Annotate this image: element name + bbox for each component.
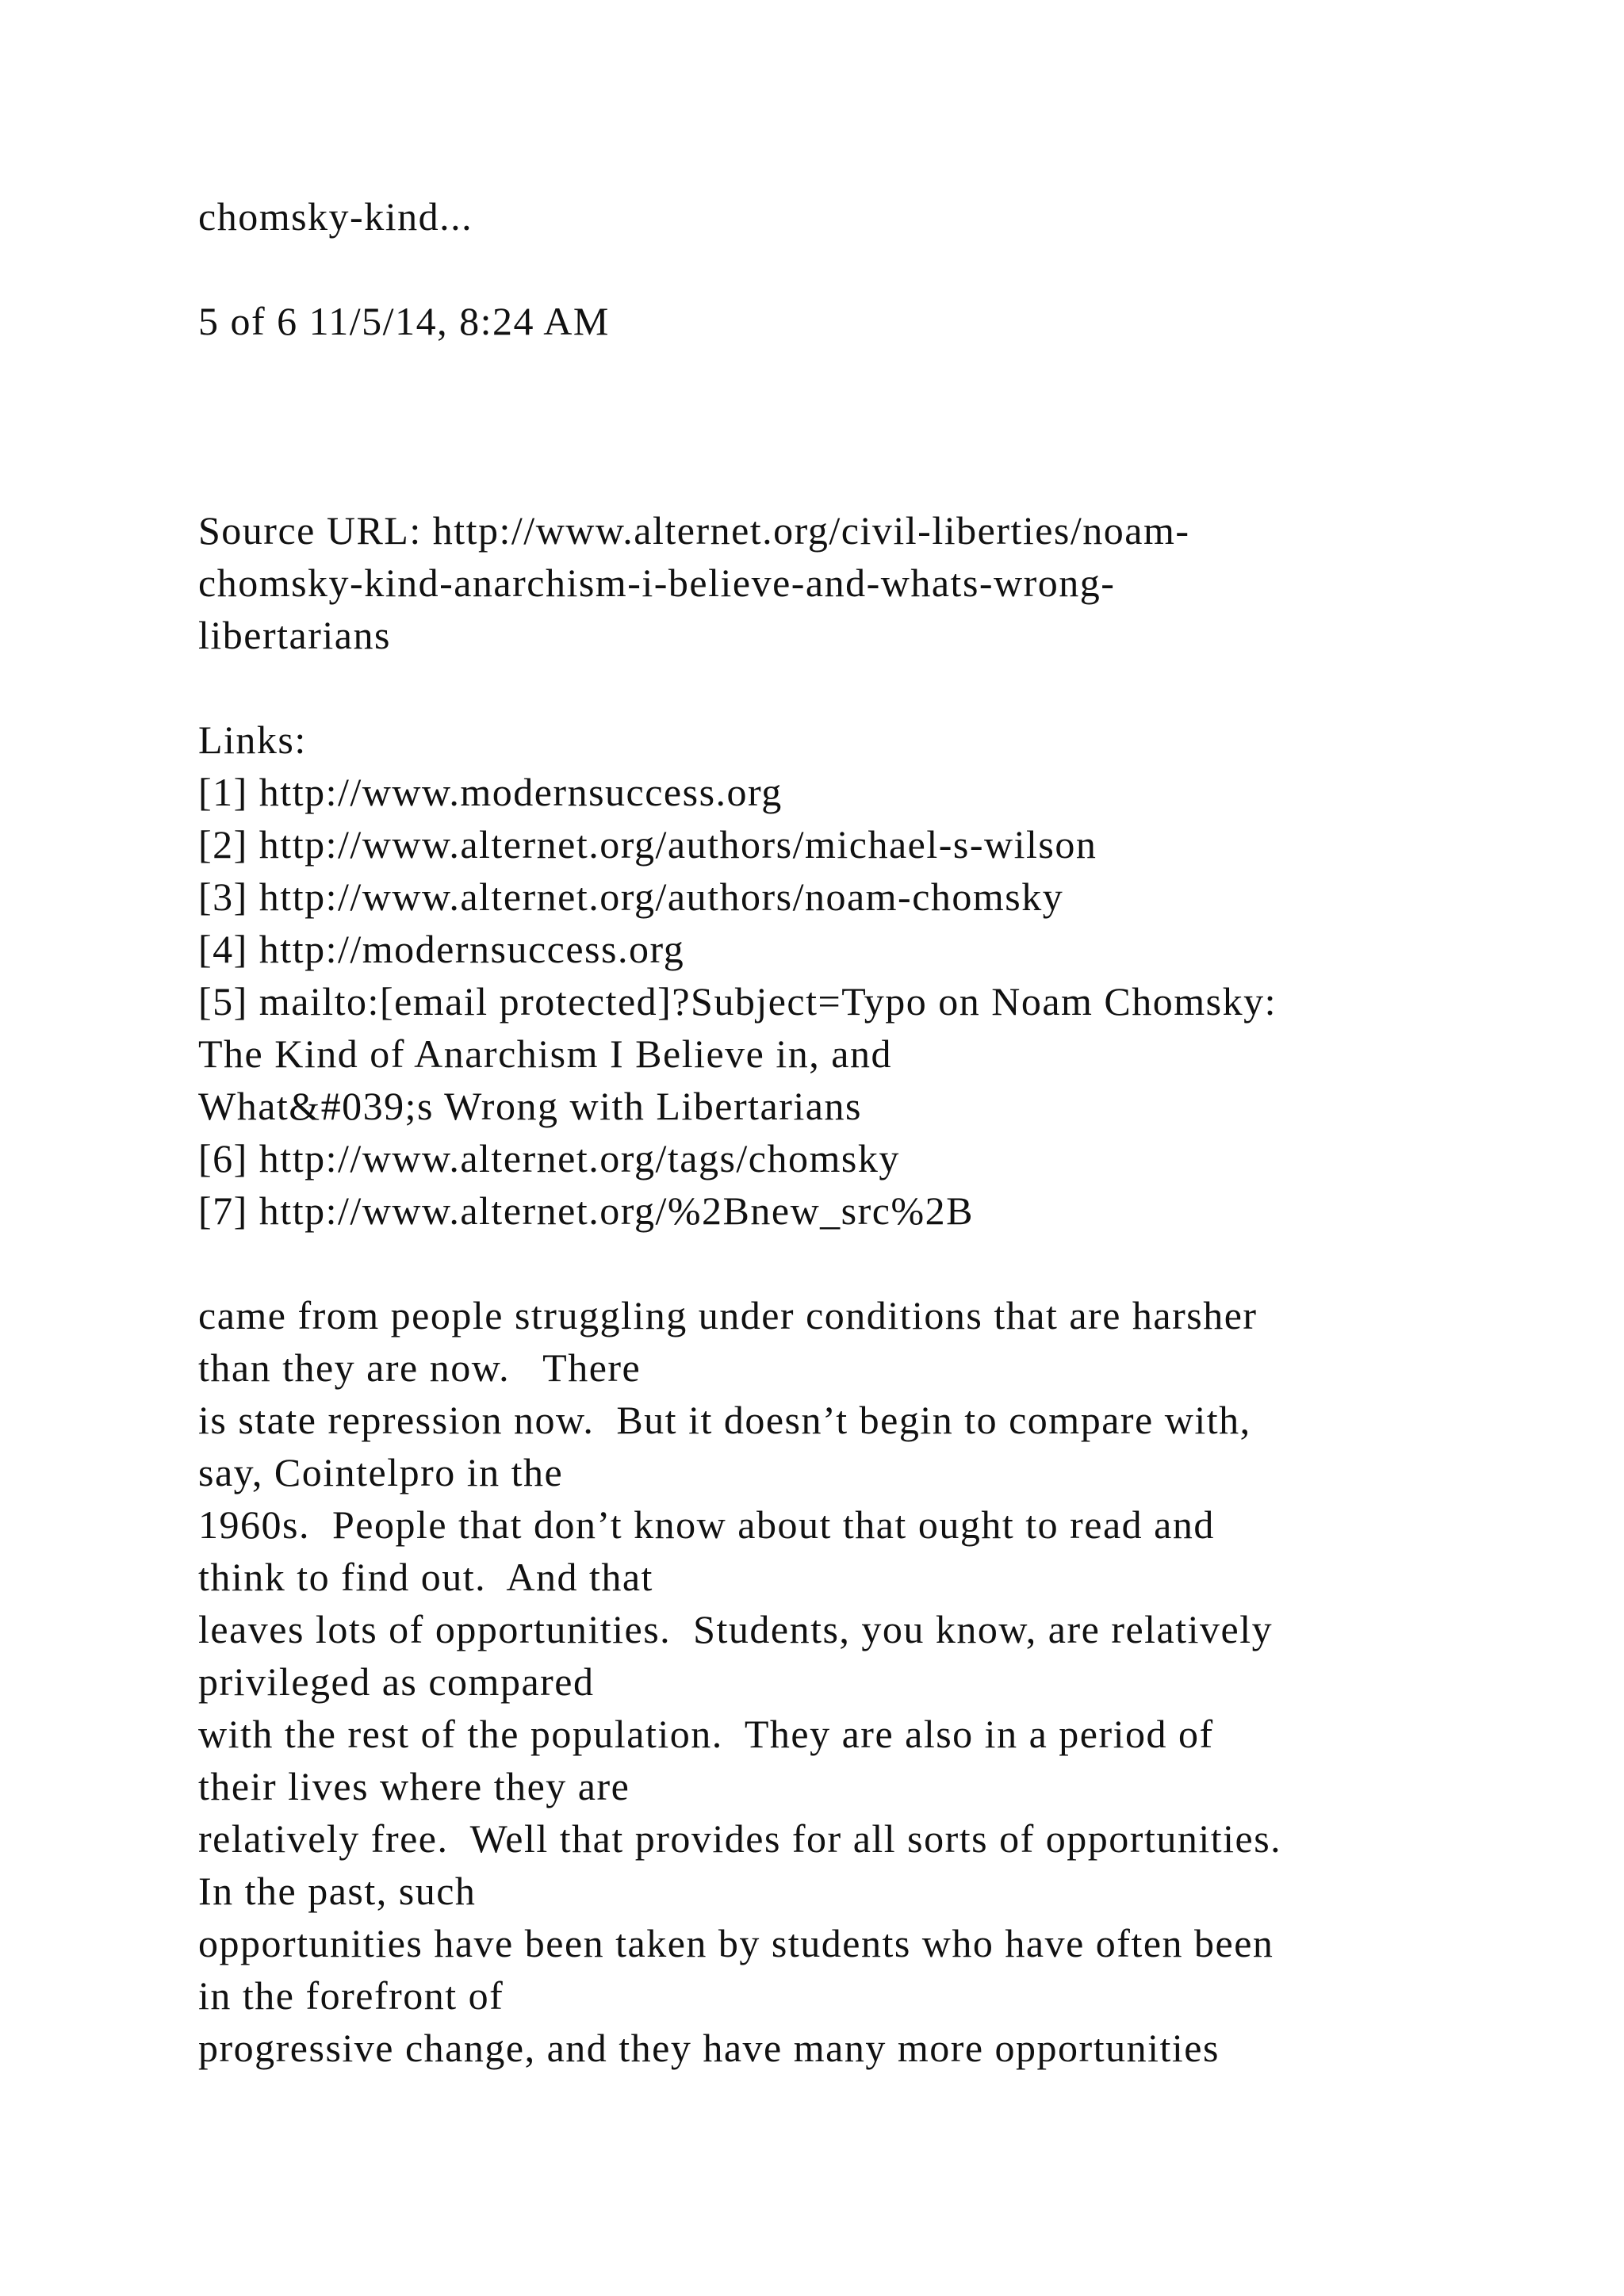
- source-url-line: Source URL: http://www.alternet.org/civil-liberties/noam-: [198, 508, 1190, 553]
- link-line: [5] mailto:[email protected]?Subject=Typo on Noam Chomsky:: [198, 979, 1277, 1024]
- body-line: privileged as compared: [198, 1659, 595, 1704]
- link-line: [7] http://www.alternet.org/%2Bnew_src%2B: [198, 1188, 974, 1233]
- body-line: progressive change, and they have many more opportunities: [198, 2026, 1220, 2070]
- source-url-block: [198, 504, 1546, 661]
- spacer: [198, 243, 1546, 295]
- link-line: [6] http://www.alternet.org/tags/chomsky: [198, 1136, 900, 1181]
- body-line: is state repression now. But it doesn’t begin to compare with,: [198, 1398, 1251, 1442]
- links-block: [198, 714, 1546, 1237]
- source-url-line: chomsky-kind-anarchism-i-believe-and-whats-wrong-: [198, 561, 1116, 605]
- link-line: [3] http://www.alternet.org/authors/noam-chomsky: [198, 874, 1064, 919]
- links-heading: Links:: [198, 718, 307, 762]
- link-line: [4] http://modernsuccess.org: [198, 927, 685, 971]
- body-line: came from people struggling under conditions that are harsher: [198, 1293, 1258, 1337]
- body-line: their lives where they are: [198, 1764, 630, 1808]
- page-info: 5 of 6 11/5/14, 8:24 AM: [198, 299, 610, 343]
- body-line: In the past, such: [198, 1869, 477, 1913]
- document-page: [198, 190, 1546, 2074]
- spacer: [198, 661, 1546, 714]
- body-line: leaves lots of opportunities. Students, you know, are relatively: [198, 1607, 1274, 1651]
- link-line: The Kind of Anarchism I Believe in, and: [198, 1031, 892, 1076]
- body-text-block: [198, 1289, 1546, 2074]
- title-fragment: chomsky-kind...: [198, 194, 473, 239]
- source-url-line: libertarians: [198, 613, 391, 657]
- body-line: think to find out. And that: [198, 1555, 653, 1599]
- body-line: than they are now. There: [198, 1345, 642, 1390]
- body-line: with the rest of the population. They are also in a period of: [198, 1712, 1214, 1756]
- spacer: [198, 347, 1546, 504]
- body-line: relatively free. Well that provides for all sorts of opportunities.: [198, 1816, 1282, 1861]
- spacer: [198, 1237, 1546, 1289]
- body-line: 1960s. People that don’t know about that ought to read and: [198, 1502, 1215, 1547]
- body-line: in the forefront of: [198, 1973, 504, 2018]
- body-line: say, Cointelpro in the: [198, 1450, 564, 1494]
- body-line: opportunities have been taken by students who have often been: [198, 1921, 1274, 1965]
- link-line: [1] http://www.modernsuccess.org: [198, 770, 783, 814]
- link-line: [2] http://www.alternet.org/authors/michael-s-wilson: [198, 822, 1097, 867]
- link-line: What&#039;s Wrong with Libertarians: [198, 1084, 862, 1128]
